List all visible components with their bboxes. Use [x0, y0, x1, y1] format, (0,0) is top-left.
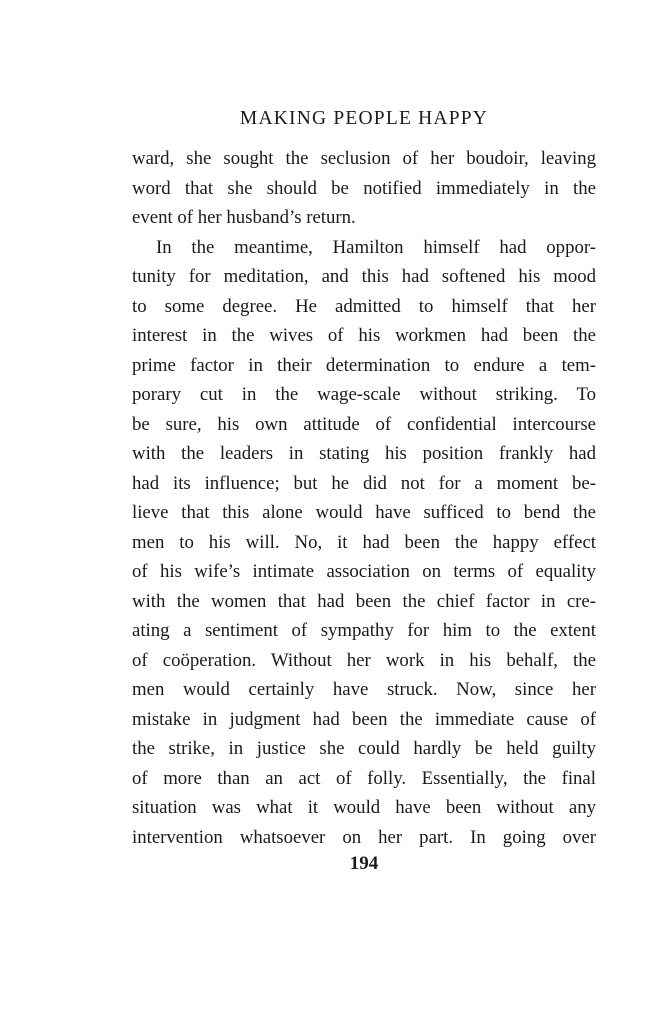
text-line: lieve that this alone would have sufficed to bend the — [132, 502, 596, 523]
page-number: 194 — [349, 853, 379, 874]
text-line: prime factor in their determination to endure a tem- — [132, 354, 596, 376]
text-line: had its influence; but he did not for a moment be- — [132, 472, 596, 494]
text-line: event of her husband’s return. — [132, 207, 356, 228]
text-line: be sure, his own attitude of confidential intercourse — [132, 413, 596, 435]
body-text — [132, 144, 596, 852]
text-line: men to his will. No, it had been the happy effect — [132, 531, 596, 553]
text-line: to some degree. He admitted to himself that her — [132, 295, 596, 317]
text-line: In the meantime, Hamilton himself had oppor- — [156, 236, 596, 258]
text-line: the strike, in justice she could hardly be held guilty — [132, 738, 596, 759]
text-line: ating a sentiment of sympathy for him to the extent — [132, 620, 596, 641]
text-line: men would certainly have struck. Now, since her — [132, 679, 596, 700]
text-line: mistake in judgment had been the immediate cause of — [132, 708, 596, 730]
text-line: of more than an act of folly. Essentially, the final — [132, 767, 596, 789]
text-line: of his wife’s intimate association on terms of equality — [132, 561, 596, 582]
text-line: interest in the wives of his workmen had been the — [132, 325, 596, 346]
text-line: tunity for meditation, and this had softened his mood — [132, 266, 596, 287]
running-head: MAKING PEOPLE HAPPY — [239, 108, 489, 129]
text-line: ward, she sought the seclusion of her boudoir, leaving — [132, 148, 596, 169]
text-line: word that she should be notified immediately in the — [132, 177, 596, 199]
text-line: porary cut in the wage-scale without striking. To — [132, 384, 596, 405]
text-line: with the women that had been the chief factor in cre- — [132, 590, 596, 612]
text-line: of coöperation. Without her work in his behalf, the — [132, 649, 596, 671]
text-line: situation was what it would have been without any — [132, 797, 596, 818]
text-line: intervention whatsoever on her part. In going over — [132, 826, 596, 848]
text-line: with the leaders in stating his position frankly had — [132, 443, 596, 464]
